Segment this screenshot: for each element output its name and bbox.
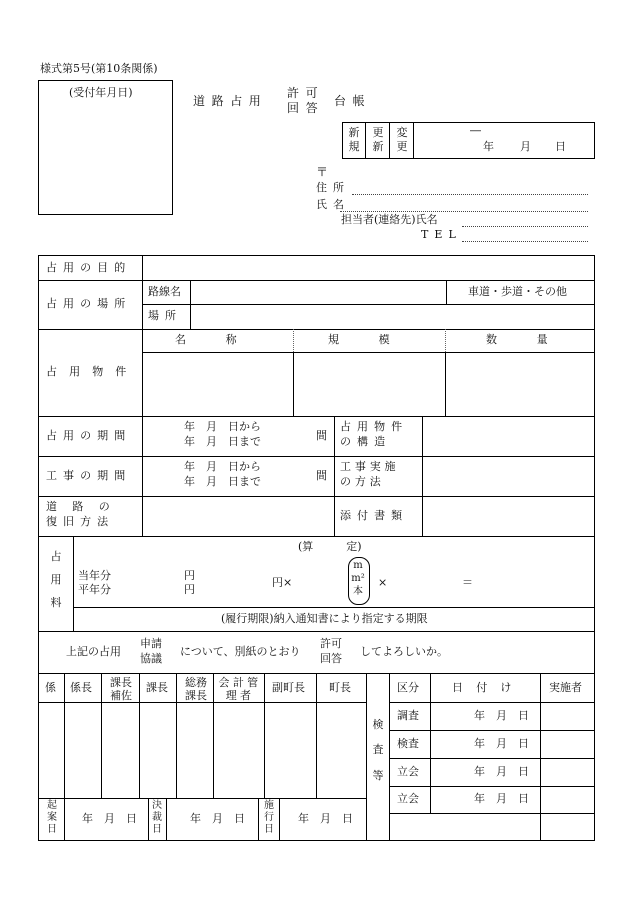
normal-year-label: 平年分 (78, 583, 111, 596)
stamp-header-section-chief: 課長 (146, 681, 168, 694)
draft-date-value: 年 月 日 (82, 812, 137, 825)
period-from: 年 月 日から (184, 420, 261, 433)
approval-opt-permit: 許可 (320, 637, 342, 650)
work-period-between: 間 (316, 469, 327, 482)
work-period-from: 年 月 日から (184, 460, 261, 473)
stamp-header-chief: 係長 (70, 681, 92, 694)
work-method-label-2: の方法 (340, 475, 385, 488)
attachments-label: 添付書類 (340, 509, 409, 522)
row-kind-1: 調査 (397, 709, 419, 722)
col-scale-header: 規模 (328, 333, 430, 346)
deadline-text: (履行期限)納入通知書により指定する期限 (221, 612, 428, 625)
stamp-header-assistant: 課長補佐 (110, 676, 132, 703)
stamp-header-mayor: 町長 (329, 681, 351, 694)
title-option-permit: 許可 (287, 86, 325, 100)
header-executor: 実施者 (549, 681, 582, 694)
draft-date-label: 起 案 日 (47, 800, 57, 835)
yen-times: 円× (272, 576, 293, 589)
receipt-date-box (38, 80, 173, 215)
stamp-header-staff: 係 (45, 681, 56, 694)
header-date: 日付け (452, 681, 525, 694)
row-date-2: 年 月 日 (474, 737, 529, 750)
stamp-header-deputy-mayor: 副町長 (272, 681, 305, 694)
row-kind-4: 立会 (397, 792, 419, 805)
type-renew[interactable]: 更 新 (372, 126, 384, 153)
title-main: 道路占用 (193, 94, 268, 108)
normal-year-yen: 円 (184, 583, 195, 596)
route-name-label: 路線名 (148, 285, 181, 298)
form-number: 様式第5号(第10条関係) (40, 62, 158, 75)
work-period-to: 年 月 日まで (184, 475, 261, 488)
check-vertical-label: 検 査 等 (372, 718, 384, 782)
approval-post: してよろしいか。 (360, 645, 448, 658)
approval-opt-reply: 回答 (320, 652, 342, 665)
purpose-label: 占用の目的 (46, 261, 132, 274)
receipt-date-label: (受付年月日) (69, 86, 133, 99)
decision-date-value: 年 月 日 (190, 812, 245, 825)
current-year-label: 当年分 (78, 569, 111, 582)
current-year-yen: 円 (184, 569, 195, 582)
tel-field[interactable] (462, 241, 588, 242)
road-restore-label-2: 復旧方法 (46, 515, 115, 528)
type-change[interactable]: 変 更 (396, 126, 408, 153)
row-date-4: 年 月 日 (474, 792, 529, 805)
header-kind: 区分 (397, 681, 419, 694)
period-to: 年 月 日まで (184, 435, 261, 448)
contact-label: 担当者(連絡先)氏名 (341, 213, 438, 226)
address-field[interactable] (352, 194, 588, 195)
location-label: 場所 (148, 309, 183, 322)
calc-label: (算 定) (298, 540, 362, 553)
type-dash: ― (470, 124, 481, 137)
equals-sign: ＝ (462, 576, 473, 589)
row-kind-3: 立会 (397, 765, 419, 778)
type-day: 日 (555, 140, 566, 153)
name-label: 氏名 (316, 198, 351, 211)
address-label: 住所 (316, 181, 351, 194)
work-period-label: 工事の期間 (46, 469, 132, 482)
object-structure-label-2: の構造 (340, 435, 392, 448)
title-tail: 台帳 (334, 94, 372, 108)
row-date-3: 年 月 日 (474, 765, 529, 778)
contact-field[interactable] (462, 226, 588, 227)
type-new[interactable]: 新 規 (348, 126, 360, 153)
unit-options: m m² 本 (351, 560, 365, 597)
title-option-reply: 回答 (287, 101, 325, 115)
work-method-label-1: 工事実施 (340, 460, 400, 473)
name-field[interactable] (340, 211, 588, 212)
period-label: 占用の期間 (46, 429, 132, 442)
row-kind-2: 検査 (397, 737, 419, 750)
object-structure-label-1: 占用物件 (340, 420, 409, 433)
postal-mark: 〒 (316, 165, 329, 179)
fee-label: 占 用 料 (50, 550, 62, 610)
type-month: 月 (520, 140, 531, 153)
enforce-date-value: 年 月 日 (298, 812, 353, 825)
place-label: 占用の場所 (46, 297, 132, 310)
col-name-header: 名称 (175, 333, 277, 346)
approval-pre: 上記の占用 (66, 645, 121, 658)
decision-date-label: 決 裁 日 (152, 800, 162, 835)
type-year: 年 (483, 140, 494, 153)
object-label: 占用物件 (46, 365, 139, 378)
row-date-1: 年 月 日 (474, 709, 529, 722)
tel-label: TEL (421, 228, 462, 241)
times-sign: × (378, 576, 388, 589)
stamp-header-general-affairs: 総務課長 (185, 676, 207, 703)
period-between: 間 (316, 429, 327, 442)
col-qty-header: 数量 (486, 333, 588, 346)
approval-mid: について、別紙のとおり (180, 645, 301, 658)
approval-opt-apply: 申請 (140, 637, 162, 650)
approval-opt-consult: 協議 (140, 652, 162, 665)
stamp-header-accounting: 会計管理者 (218, 676, 262, 703)
road-restore-label-1: 道路の (46, 500, 126, 513)
enforce-date-label: 施 行 日 (264, 800, 274, 835)
road-type-options[interactable]: 車道・歩道・その他 (468, 285, 567, 298)
